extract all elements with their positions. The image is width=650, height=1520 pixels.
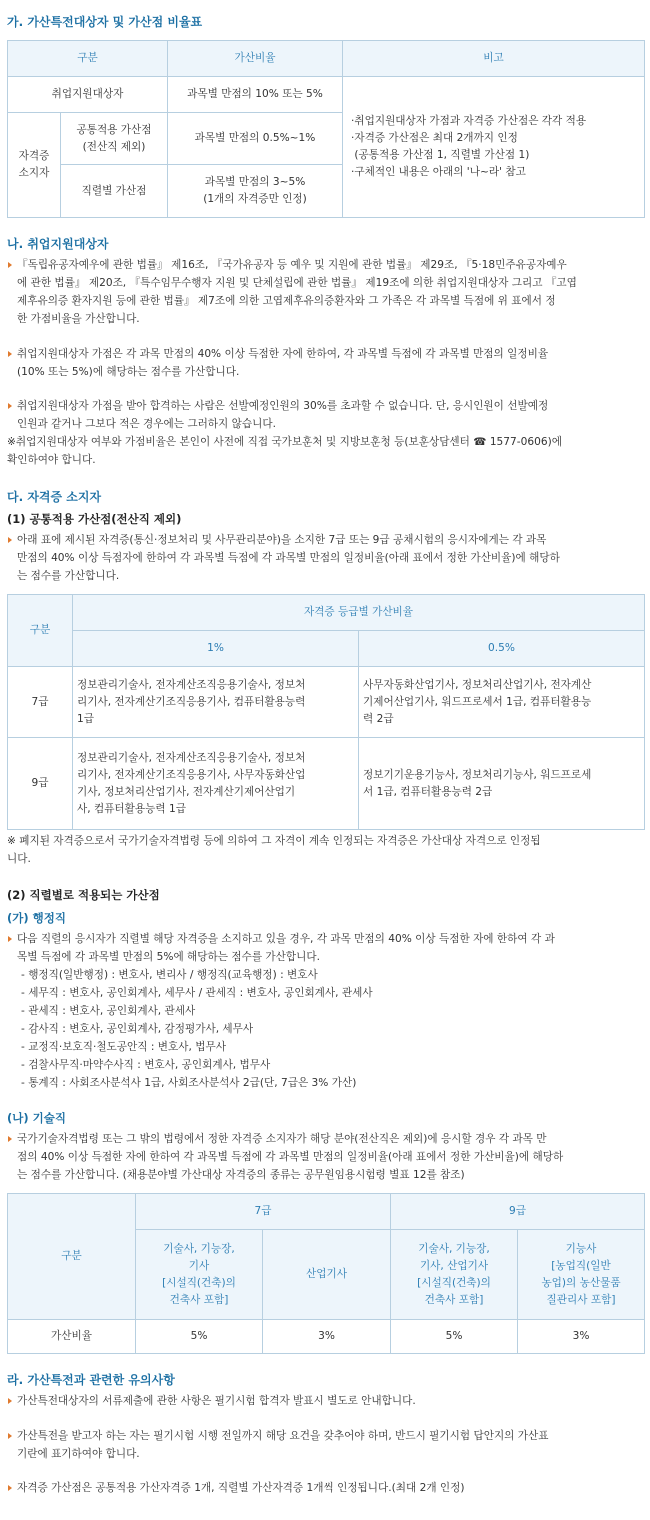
text-line: 자격증 가산점은 공통적용 가산자격증 1개, 직렬별 가산자격증 1개씩 인정됩니다.(최대 2개 인정) <box>17 1482 465 1494</box>
na-paragraph-2 <box>7 345 645 381</box>
text-line: 기란에 표기하여야 합니다. <box>17 1448 140 1460</box>
header-line: [농업직(일반 <box>551 1259 611 1272</box>
row-label-common <box>61 113 168 165</box>
col-header-9-engineer <box>391 1230 518 1320</box>
row-rate-employment: 과목별 만점의 10% 또는 5% <box>168 77 343 113</box>
header-line: 건축사 포함] <box>424 1293 484 1306</box>
tech-table <box>7 1193 645 1354</box>
ra-paragraph-2 <box>7 1427 645 1463</box>
cell-line: 1급 <box>77 712 94 725</box>
col-header-7-engineer <box>136 1230 263 1320</box>
row-label-rate: 가산비율 <box>8 1320 136 1354</box>
col-header-gubun: 구분 <box>8 595 73 667</box>
section-na-title: 나. 취업지원대상자 <box>7 237 109 251</box>
note-line: (공통적용 가산점 1, 직렬별 가산점 1) <box>351 149 530 161</box>
admin-list <box>7 966 645 1092</box>
col-header-span: 자격증 등급별 가산비율 <box>73 595 645 631</box>
cell-rate: 5% <box>136 1320 263 1354</box>
col-header-9-craftsman <box>518 1230 645 1320</box>
text-line: 니다. <box>7 853 31 865</box>
list-item: - 검찰사무직·마약수사직 : 변호사, 공인회계사, 법무사 <box>21 1059 271 1071</box>
cell-rate: 3% <box>518 1320 645 1354</box>
rate-line: 과목별 만점의 3~5% <box>204 176 306 188</box>
list-item: - 통계직 : 사회조사분석사 1급, 사회조사분석사 2급(단, 7급은 3% 가산) <box>21 1077 357 1089</box>
row-label-line: (전산직 제외) <box>82 140 146 153</box>
section-ga-title: 가. 가산특전대상자 및 가산점 비율표 <box>7 15 203 29</box>
note-line: ·자격증 가산점은 최대 2개까지 인정 <box>351 132 518 144</box>
text-line: 인원과 같거나 그보다 적은 경우에는 그러하지 않습니다. <box>17 418 276 430</box>
text-line: 가산특전을 받고자 하는 자는 필기시험 시행 전일까지 해당 요건을 갖추어야 하며, 반드시 필기시험 답안지의 가산표 <box>17 1430 549 1442</box>
na-notice <box>7 433 645 469</box>
section-da-title: 다. 자격증 소지자 <box>7 490 102 504</box>
cell-grade7-1pct <box>73 667 359 738</box>
na-paragraph-1 <box>7 256 645 328</box>
col-header-gubun: 구분 <box>8 41 168 77</box>
col-header-grade9: 9급 <box>391 1194 645 1230</box>
cell-rate: 3% <box>263 1320 391 1354</box>
text-line: 한 가점비율을 가산합니다. <box>17 313 140 325</box>
text-line: 다음 직렬의 응시자가 직렬별 해당 자격증을 소지하고 있을 경우, 각 과목 만점의 40% 이상 득점한 자에 한하여 각 과 <box>17 933 555 945</box>
header-line: [시설직(건축)의 <box>417 1276 491 1289</box>
text-line: 목별 득점에 각 과목별 만점의 5%에 해당하는 점수를 가산합니다. <box>17 951 320 963</box>
header-line: 질관리사 포함] <box>546 1293 616 1306</box>
text-line: 점의 40% 이상 득점한 자에 한하여 각 과목별 득점에 각 과목별 만점의 일정비율(아래 표에서 정한 가산비율)에 해당하 <box>17 1151 564 1163</box>
header-line: [시설직(건축)의 <box>162 1276 236 1289</box>
certificate-table <box>7 594 645 830</box>
ra-paragraph-3 <box>7 1479 645 1497</box>
cell-line: 서 1급, 컴퓨터활용능력 2급 <box>363 785 493 798</box>
cell-line: 정보관리기술사, 전자계산조직응용기술사, 정보처 <box>77 678 306 691</box>
text-line: 취업지원대상자 가점은 각 과목 만점의 40% 이상 득점한 자에 한하여, 각 과목별 득점에 각 과목별 만점의 일정비율 <box>17 348 549 360</box>
cell-line: 리기사, 전자계산기조직응용기사, 컴퓨터활용능력 <box>77 695 306 708</box>
row-rate-series <box>168 165 343 218</box>
text-line: 가산특전대상자의 서류제출에 관한 사항은 필기시험 합격자 발표시 별도로 안내합니다. <box>17 1395 416 1407</box>
row-rate-common: 과목별 만점의 0.5%~1% <box>168 113 343 165</box>
tech-title: (나) 기술직 <box>7 1111 66 1125</box>
text-line: 아래 표에 제시된 자격증(통신·정보처리 및 사무관리분야)을 소지한 7급 또는 9급 공채시험의 응시자에게는 각 과목 <box>17 534 547 546</box>
col-header-7-industrial: 산업기사 <box>263 1230 391 1320</box>
header-line: 기능사 <box>565 1242 597 1255</box>
header-line: 기사 <box>188 1259 210 1272</box>
cell-grade9-1pct <box>73 738 359 830</box>
header-line: 기사, 산업기사 <box>419 1259 489 1272</box>
sub1-paragraph <box>7 531 645 585</box>
cell-line: 기사, 정보처리산업기사, 전자계산기제어산업기 <box>77 785 296 798</box>
cell-line: 기제어산업기사, 워드프로세서 1급, 컴퓨터활용능 <box>363 695 592 708</box>
cell-line: 사, 컴퓨터활용능력 1급 <box>77 802 186 815</box>
row-label-grade7: 7급 <box>8 667 73 738</box>
cell-line: 리기사, 전자계산기조직응용기사, 사무자동화산업 <box>77 768 306 781</box>
list-item: - 행정직(일반행정) : 변호사, 변리사 / 행정직(교육행정) : 변호사 <box>21 969 318 981</box>
admin-paragraph <box>7 930 645 966</box>
group-label-line: 소지자 <box>18 167 50 179</box>
cell-line: 정보기기운용기능사, 정보처리기능사, 워드프로세 <box>363 768 592 781</box>
text-line: 확인하여야 합니다. <box>7 454 96 466</box>
header-line: 농업)의 농산물품 <box>541 1276 621 1289</box>
header-line: 기술사, 기능장, <box>163 1242 235 1255</box>
admin-title: (가) 행정직 <box>7 911 66 925</box>
na-paragraph-3 <box>7 397 645 433</box>
abolished-cert-note <box>7 832 645 868</box>
text-line: 만점의 40% 이상 득점자에 한하여 각 과목별 득점에 각 과목별 만점의 일정비율(아래 표에서 정한 가산비율)에 해당하 <box>17 552 560 564</box>
cell-line: 력 2급 <box>363 712 394 725</box>
text-line: ※취업지원대상자 여부와 가점비율은 본인이 사전에 직접 국가보훈처 및 지방보훈청 등(보훈상담센터 ☎ 1577-0606)에 <box>7 436 562 448</box>
section-ra-title: 라. 가산특전과 관련한 유의사항 <box>7 1373 175 1387</box>
list-item: - 감사직 : 변호사, 공인회계사, 감정평가사, 세무사 <box>21 1023 254 1035</box>
text-line: 에 관한 법률』 제20조, 『특수임무수행자 지원 및 단체설립에 관한 법률』 제19조에 의한 취업지원대상자 그리고 『고엽 <box>17 277 577 289</box>
cell-grade7-05pct <box>359 667 645 738</box>
text-line: (10% 또는 5%)에 해당하는 점수를 가산합니다. <box>17 366 240 378</box>
col-header-05pct: 0.5% <box>359 631 645 667</box>
row-label-line: 공통적용 가산점 <box>76 123 152 136</box>
col-header-note: 비고 <box>343 41 645 77</box>
cell-rate: 5% <box>391 1320 518 1354</box>
cell-grade9-05pct <box>359 738 645 830</box>
sub1-title: (1) 공통적용 가산점(전산직 제외) <box>7 512 182 526</box>
text-line: 『독립유공자예우에 관한 법률』 제16조, 『국가유공자 등 예우 및 지원에 관한 법률』 제29조, 『5·18민주유공자예우 <box>17 259 567 271</box>
text-line: 는 점수를 가산합니다. (채용분야별 가산대상 자격증의 종류는 공무원임용시험령 별표 12를 참조) <box>17 1169 465 1181</box>
rate-line: (1개의 자격증만 인정) <box>203 193 307 205</box>
group-label-line: 자격증 <box>18 150 50 162</box>
note-line: ·취업지원대상자 가점과 자격증 가산점은 각각 적용 <box>351 115 587 127</box>
text-line: 는 점수를 가산합니다. <box>17 570 120 582</box>
header-line: 기술사, 기능장, <box>418 1242 490 1255</box>
col-header-rate: 가산비율 <box>168 41 343 77</box>
cell-line: 정보관리기술사, 전자계산조직응용기술사, 정보처 <box>77 751 306 764</box>
sub2-title: (2) 직렬별로 적용되는 가산점 <box>7 888 160 902</box>
list-item: - 세무직 : 변호사, 공인회계사, 세무사 / 관세직 : 변호사, 공인회계사, 관세사 <box>21 987 373 999</box>
rate-table <box>7 40 645 218</box>
col-header-grade7: 7급 <box>136 1194 391 1230</box>
list-item: - 교정직·보호직·철도공안직 : 변호사, 법무사 <box>21 1041 226 1053</box>
cell-line: 사무자동화산업기사, 정보처리산업기사, 전자계산 <box>363 678 592 691</box>
text-line: ※ 폐지된 자격증으로서 국가기술자격법령 등에 의하여 그 자격이 계속 인정되는 자격증은 가산대상 자격으로 인정됩 <box>7 835 541 847</box>
row-label-series: 직렬별 가산점 <box>61 165 168 218</box>
tech-paragraph <box>7 1130 645 1184</box>
ra-paragraph-1 <box>7 1392 645 1410</box>
col-header-gubun: 구분 <box>8 1194 136 1320</box>
text-line: 국가기술자격법령 또는 그 밖의 법령에서 정한 자격증 소지자가 해당 분야(전산직은 제외)에 응시할 경우 각 과목 만 <box>17 1133 547 1145</box>
list-item: - 관세직 : 변호사, 공인회계사, 관세사 <box>21 1005 196 1017</box>
notes-cell <box>343 77 645 218</box>
row-label-employment: 취업지원대상자 <box>8 77 168 113</box>
col-header-1pct: 1% <box>73 631 359 667</box>
text-line: 취업지원대상자 가점을 받아 합격하는 사람은 선발예정인원의 30%를 초과할 수 없습니다. 단, 응시인원이 선발예정 <box>17 400 549 412</box>
text-line: 제후유의증 환자지원 등에 관한 법률』 제7조에 의한 고엽제후유의증환자와 그 가족은 각 과목별 득점에 위 표에서 정 <box>17 295 556 307</box>
note-line: ·구체적인 내용은 아래의 '나~라' 참고 <box>351 166 526 178</box>
group-label-certificate <box>8 113 61 218</box>
header-line: 건축사 포함] <box>169 1293 229 1306</box>
row-label-grade9: 9급 <box>8 738 73 830</box>
